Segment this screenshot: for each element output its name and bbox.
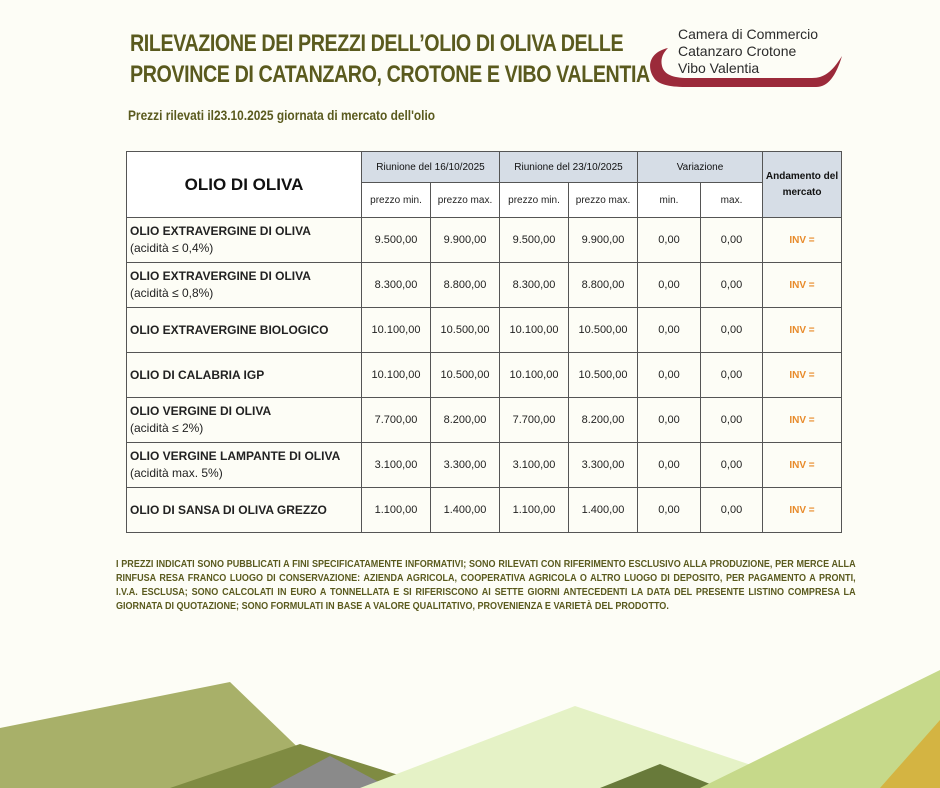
market-trend-cell: INV = [763, 263, 842, 308]
price-cell-max1: 3.300,00 [431, 443, 500, 488]
min-price-1-header: prezzo min. [362, 183, 431, 218]
product-acidity-note: (acidità ≤ 0,4%) [130, 241, 214, 255]
product-cell [127, 263, 362, 308]
variation-header: Variazione [638, 152, 763, 183]
max-price-1-header: prezzo max. [431, 183, 500, 218]
price-cell-min2: 9.500,00 [500, 218, 569, 263]
variation-min-header: min. [638, 183, 701, 218]
product-name: OLIO VERGINE DI OLIVA [130, 404, 272, 418]
product-acidity-note: (acidità ≤ 0,8%) [130, 286, 214, 300]
price-cell-vmax: 0,00 [701, 353, 763, 398]
product-cell [127, 218, 362, 263]
price-cell-max2: 10.500,00 [569, 308, 638, 353]
market-trend-cell: INV = [763, 218, 842, 263]
price-cell-vmax: 0,00 [701, 218, 763, 263]
price-cell-min1: 3.100,00 [362, 443, 431, 488]
price-cell-min1: 7.700,00 [362, 398, 431, 443]
title-line-1: RILEVAZIONE DEI PREZZI DELL’OLIO DI OLIVA DELLE [130, 30, 624, 57]
product-cell [127, 398, 362, 443]
product-cell [127, 308, 362, 353]
price-cell-vmin: 0,00 [638, 308, 701, 353]
price-cell-max2: 10.500,00 [569, 353, 638, 398]
price-cell-max1: 8.800,00 [431, 263, 500, 308]
price-cell-min1: 8.300,00 [362, 263, 431, 308]
survey-date-subtitle: Prezzi rilevati il23.10.2025 giornata di mercato dell'olio [128, 107, 436, 123]
price-cell-vmin: 0,00 [638, 353, 701, 398]
market-trend-header: Andamento del mercato [763, 152, 842, 218]
meeting-2-header: Riunione del 23/10/2025 [500, 152, 638, 183]
price-cell-vmax: 0,00 [701, 263, 763, 308]
price-cell-min2: 1.100,00 [500, 488, 569, 533]
market-trend-cell: INV = [763, 308, 842, 353]
price-cell-max1: 10.500,00 [431, 308, 500, 353]
price-cell-min1: 10.100,00 [362, 353, 431, 398]
price-cell-min2: 10.100,00 [500, 308, 569, 353]
product-name: OLIO DI SANSA DI OLIVA GREZZO [130, 502, 327, 517]
price-cell-min2: 8.300,00 [500, 263, 569, 308]
page-title [130, 28, 650, 90]
product-name: OLIO EXTRAVERGINE BIOLOGICO [130, 322, 329, 337]
price-cell-vmax: 0,00 [701, 488, 763, 533]
product-name: OLIO EXTRAVERGINE DI OLIVA [130, 269, 311, 283]
price-cell-max1: 1.400,00 [431, 488, 500, 533]
logo-text [678, 26, 818, 77]
product-name: OLIO EXTRAVERGINE DI OLIVA [130, 224, 311, 238]
table-row [127, 308, 842, 353]
market-trend-cell: INV = [763, 443, 842, 488]
product-acidity-note: (acidità max. 5%) [130, 466, 223, 480]
price-cell-max2: 8.200,00 [569, 398, 638, 443]
price-cell-min1: 9.500,00 [362, 218, 431, 263]
product-cell [127, 488, 362, 533]
table-row [127, 353, 842, 398]
price-cell-vmin: 0,00 [638, 398, 701, 443]
price-cell-vmax: 0,00 [701, 398, 763, 443]
price-cell-max1: 9.900,00 [431, 218, 500, 263]
product-acidity-note: (acidità ≤ 2%) [130, 421, 204, 435]
logo-line-3: Vibo Valentia [678, 60, 760, 76]
market-trend-cell: INV = [763, 488, 842, 533]
logo-line-2: Catanzaro Crotone [678, 43, 797, 59]
price-cell-vmin: 0,00 [638, 218, 701, 263]
table-row [127, 488, 842, 533]
price-cell-min1: 10.100,00 [362, 308, 431, 353]
price-cell-vmin: 0,00 [638, 488, 701, 533]
title-line-2: PROVINCE DI CATANZARO, CROTONE E VIBO VALENTIA [130, 61, 650, 88]
price-cell-vmax: 0,00 [701, 443, 763, 488]
product-name: OLIO VERGINE LAMPANTE DI OLIVA [130, 449, 341, 463]
price-cell-max2: 8.800,00 [569, 263, 638, 308]
olive-oil-price-table [126, 151, 842, 533]
price-cell-vmin: 0,00 [638, 263, 701, 308]
price-cell-max2: 9.900,00 [569, 218, 638, 263]
table-row [127, 443, 842, 488]
price-cell-min2: 10.100,00 [500, 353, 569, 398]
market-trend-cell: INV = [763, 353, 842, 398]
table-row [127, 218, 842, 263]
max-price-2-header: prezzo max. [569, 183, 638, 218]
price-cell-vmax: 0,00 [701, 308, 763, 353]
table-row [127, 263, 842, 308]
price-cell-max1: 10.500,00 [431, 353, 500, 398]
price-cell-min2: 7.700,00 [500, 398, 569, 443]
landscape-hills-decoration [0, 648, 940, 788]
meeting-1-header: Riunione del 16/10/2025 [362, 152, 500, 183]
product-name: OLIO DI CALABRIA IGP [130, 367, 265, 382]
min-price-2-header: prezzo min. [500, 183, 569, 218]
price-cell-min2: 3.100,00 [500, 443, 569, 488]
price-cell-max1: 8.200,00 [431, 398, 500, 443]
price-cell-min1: 1.100,00 [362, 488, 431, 533]
product-cell [127, 353, 362, 398]
table-row [127, 398, 842, 443]
variation-max-header: max. [701, 183, 763, 218]
chamber-of-commerce-logo [646, 26, 844, 94]
price-cell-max2: 3.300,00 [569, 443, 638, 488]
price-cell-vmin: 0,00 [638, 443, 701, 488]
price-cell-max2: 1.400,00 [569, 488, 638, 533]
product-column-header: OLIO DI OLIVA [127, 152, 362, 218]
product-cell [127, 443, 362, 488]
disclaimer-text: I PREZZI INDICATI SONO PUBBLICATI A FINI SPECIFICATAMENTE INFORMATIVI; SONO RILEVATI CON RIFERIMENTO ESCLUSIVO ALLA PRODUZIONE, PER MERCE ALLA RINFUSA RESA FRANCO LUOGO DI CONSERVAZIONE: AZIENDA AGRICOLA, COOPERATIVA AGRICOLA O ALTRO LUOGO DI DEPOSITO, PER PAGAMENTO A PRONTI, I.V.A. ESCLUSA; SONO CALCOLATI IN EURO A TONNELLATA E SI RIFERISCONO AI SETTE GIORNI ANTECEDENTI LA DATA DEL PRESENTE LISTINO COMPRESA LA GIORNATA DI QUOTAZIONE; SONO FORMULATI IN BASE A VALORE QUALITATIVO, PROVENIENZA E VARIETÀ DEL PRODOTTO. [116, 558, 856, 612]
logo-line-1: Camera di Commercio [678, 26, 819, 42]
market-trend-cell: INV = [763, 398, 842, 443]
